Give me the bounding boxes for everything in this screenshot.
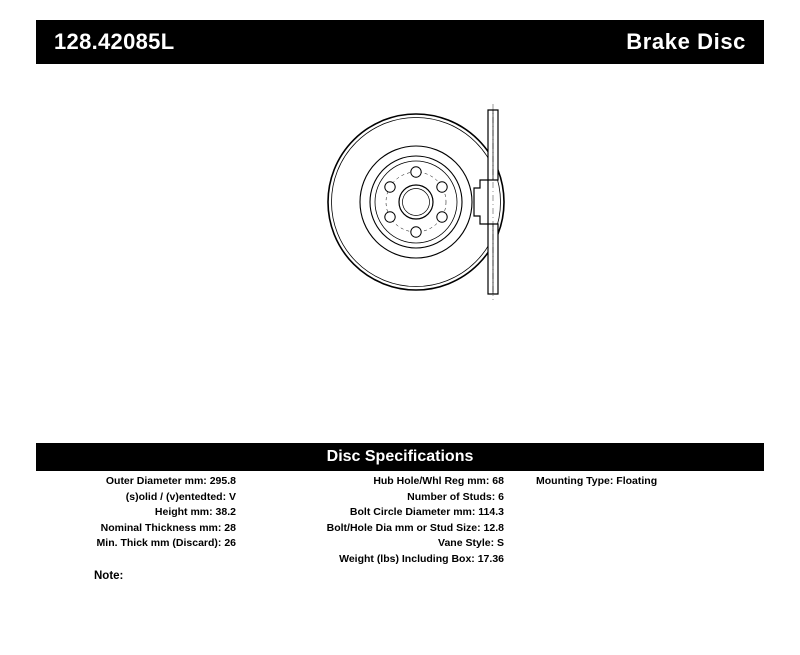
note-label: Note:	[94, 570, 124, 582]
spec-item: Min. Thick mm (Discard): 26	[96, 537, 236, 549]
spec-item: Number of Studs: 6	[407, 490, 504, 503]
specs-title: Disc Specifications	[326, 448, 474, 465]
header-bar	[36, 20, 764, 64]
footer-space	[0, 620, 800, 655]
note-row	[36, 570, 764, 582]
part-number: 128.42085L	[54, 29, 175, 54]
drawing-area	[36, 80, 764, 420]
spec-item: Hub Hole/Whl Reg mm: 68	[373, 475, 504, 487]
specs-column-middle	[252, 474, 504, 567]
spec-item: Mounting Type: Floating	[536, 475, 658, 487]
spec-item: Height mm: 38.2	[154, 506, 236, 518]
spec-item: Outer Diameter mm: 295.8	[105, 475, 236, 487]
spec-item: (s)olid / (v)entedted: V	[125, 490, 236, 503]
specs-title-bar	[36, 443, 764, 471]
spec-item: Vane Style: S	[438, 537, 504, 549]
specs-body	[36, 474, 764, 574]
rotor-side-view	[466, 102, 526, 307]
page-title: Brake Disc	[626, 29, 746, 54]
spec-item: Nominal Thickness mm: 28	[100, 521, 236, 534]
specs-column-right	[536, 474, 764, 490]
spec-item: Weight (lbs) Including Box: 17.36	[339, 552, 504, 565]
specs-column-left	[36, 474, 236, 552]
spec-item: Bolt Circle Diameter mm: 114.3	[349, 506, 504, 518]
spec-item: Bolt/Hole Dia mm or Stud Size: 12.8	[326, 521, 504, 534]
